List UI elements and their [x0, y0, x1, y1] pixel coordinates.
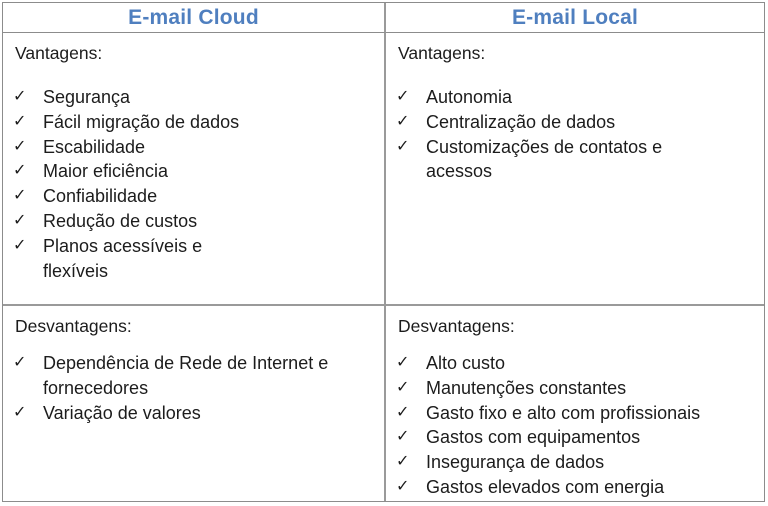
local-advantages-title: Vantagens:: [398, 43, 486, 63]
list-item: ✓ Gasto fixo e alto com profissionais: [396, 401, 756, 426]
header-local-label: E-mail Local: [511, 5, 639, 29]
local-disadvantages-title: Desvantagens:: [398, 316, 515, 336]
check-mark-icon: ✓: [396, 354, 410, 371]
cloud-advantages-list: [13, 85, 263, 283]
check-mark-icon: ✓: [13, 88, 27, 105]
list-item: ✓ Customizações de contatos e acessos: [396, 136, 663, 182]
local-advantages-cell: [386, 33, 764, 306]
list-item: ✓ Manutenções constantes: [396, 376, 756, 401]
check-mark-icon: ✓: [396, 477, 410, 495]
list-item: ✓ Gastos elevados com energia: [396, 475, 756, 500]
list-item: ✓ Dependência de Rede de Internet e fornecedores: [13, 353, 329, 398]
check-mark-icon: ✓: [13, 211, 27, 229]
cloud-disadvantages-cell: [3, 306, 386, 501]
check-mark-icon: ✓: [396, 428, 410, 446]
cloud-advantages-title: Vantagens:: [15, 43, 103, 63]
list-item: ✓ Centralização de dados: [396, 110, 726, 135]
check-mark-icon: ✓: [396, 112, 410, 130]
header-cloud: [3, 3, 386, 33]
comparison-table: [2, 2, 765, 502]
local-advantages-list: [396, 85, 726, 184]
list-item: ✓ Segurança: [13, 85, 263, 110]
cloud-disadvantages-title: Desvantagens:: [15, 316, 132, 336]
check-mark-icon: ✓: [13, 162, 27, 180]
check-mark-icon: ✓: [13, 187, 27, 205]
list-item: ✓ Alto custo: [396, 351, 756, 376]
check-mark-icon: ✓: [13, 236, 27, 254]
local-disadvantages-list: [396, 351, 756, 500]
list-item: ✓ Escabilidade: [13, 135, 263, 160]
header-cloud-label: E-mail Cloud: [128, 5, 259, 29]
cloud-advantages-cell: [3, 33, 386, 306]
check-mark-icon: ✓: [13, 354, 27, 371]
list-item: ✓ Planos acessíveis e flexíveis: [13, 235, 203, 281]
local-disadvantages-cell: [386, 306, 764, 501]
list-item: ✓ Insegurança de dados: [396, 450, 756, 475]
list-item: ✓ Gastos com equipamentos: [396, 425, 756, 450]
header-local: [386, 3, 764, 33]
check-mark-icon: ✓: [396, 453, 410, 471]
list-item: ✓ Maior eficiência: [13, 159, 263, 184]
check-mark-icon: ✓: [396, 378, 410, 396]
list-item: ✓ Confiabilidade: [13, 184, 263, 209]
check-mark-icon: ✓: [13, 137, 27, 155]
list-item: ✓ Autonomia: [396, 85, 726, 110]
check-mark-icon: ✓: [396, 137, 410, 155]
list-item: ✓ Variação de valores: [13, 401, 358, 426]
list-item: ✓ Redução de custos: [13, 209, 263, 234]
check-mark-icon: ✓: [396, 403, 410, 421]
check-mark-icon: ✓: [13, 112, 27, 130]
cloud-disadvantages-list: [13, 351, 358, 425]
check-mark-icon: ✓: [13, 403, 27, 421]
list-item: ✓ Fácil migração de dados: [13, 110, 263, 135]
check-mark-icon: ✓: [396, 88, 410, 105]
